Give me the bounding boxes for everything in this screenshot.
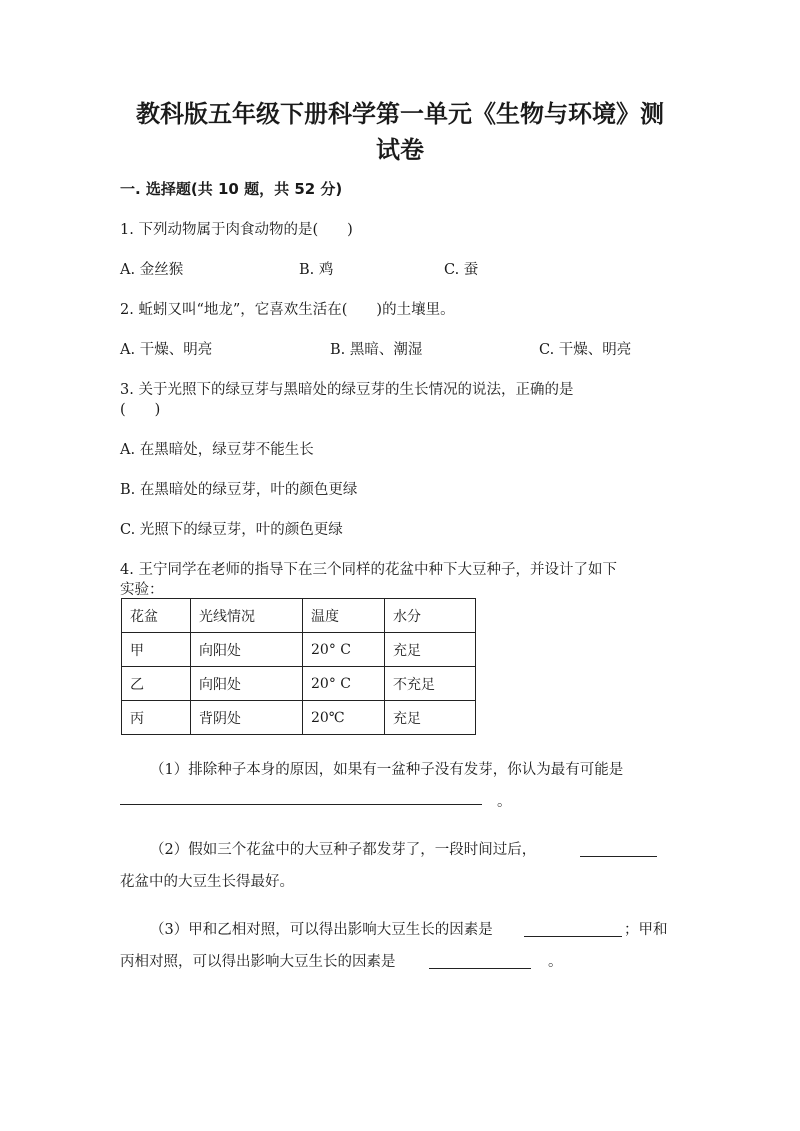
table-header-cell: 花盆 <box>122 599 191 633</box>
table-cell: 甲 <box>122 633 191 667</box>
question-2-option-c[interactable]: C. 干燥、明亮 <box>539 342 632 358</box>
question-3-option-a[interactable]: A. 在黑暗处，绿豆芽不能生长 <box>120 442 314 458</box>
title-line-1: 教科版五年级下册科学第一单元《生物与环境》测 <box>136 100 664 128</box>
answer-blank-3[interactable] <box>524 935 622 937</box>
sub-question-1-end: 。 <box>497 794 512 810</box>
sub-question-3-part-a: （3）甲和乙相对照，可以得出影响大豆生长的因素是 <box>150 922 493 938</box>
table-header-row <box>122 599 476 633</box>
title-line-2: 试卷 <box>376 136 424 164</box>
section-heading: 一. 选择题(共 10 题，共 52 分) <box>120 180 343 198</box>
question-3-option-c[interactable]: C. 光照下的绿豆芽，叶的颜色更绿 <box>120 522 343 538</box>
sub-question-2-part-a: （2）假如三个花盆中的大豆种子都发芽了，一段时间过后， <box>150 842 537 858</box>
question-2-option-b[interactable]: B. 黑暗、潮湿 <box>330 342 423 358</box>
question-4-stem-line-1: 4. 王宁同学在老师的指导下在三个同样的花盆中种下大豆种子，并设计了如下 <box>120 562 617 578</box>
sub-question-2-part-b: 花盆中的大豆生长得最好。 <box>120 874 294 890</box>
table-header-cell: 水分 <box>385 599 476 633</box>
question-3-stem-line-2: ( ) <box>120 402 161 418</box>
table-cell: 丙 <box>122 701 191 735</box>
table-cell: 充足 <box>385 633 476 667</box>
question-1-option-c[interactable]: C. 蚕 <box>444 262 479 278</box>
question-3-stem-line-1: 3. 关于光照下的绿豆芽与黑暗处的绿豆芽的生长情况的说法，正确的是 <box>120 382 574 398</box>
table-cell: 20° C <box>303 633 385 667</box>
question-1-option-a[interactable]: A. 金丝猴 <box>120 262 184 278</box>
sub-question-3-part-b: 丙相对照，可以得出影响大豆生长的因素是 <box>120 954 396 970</box>
page-title <box>0 96 800 168</box>
question-1-option-b[interactable]: B. 鸡 <box>299 262 334 278</box>
question-1-stem: 1. 下列动物属于肉食动物的是( ) <box>120 222 353 238</box>
question-2-stem: 2. 蚯蚓又叫“地龙”，它喜欢生活在( )的土壤里。 <box>120 302 455 318</box>
table-cell: 乙 <box>122 667 191 701</box>
sub-question-1: （1）排除种子本身的原因，如果有一盆种子没有发芽，你认为最有可能是 <box>150 762 624 778</box>
table-cell: 充足 <box>385 701 476 735</box>
table-cell: 背阴处 <box>191 701 303 735</box>
table-cell: 20° C <box>303 667 385 701</box>
table-cell: 不充足 <box>385 667 476 701</box>
table-header-cell: 温度 <box>303 599 385 633</box>
table-cell: 向阳处 <box>191 633 303 667</box>
question-3-option-b[interactable]: B. 在黑暗处的绿豆芽，叶的颜色更绿 <box>120 482 358 498</box>
table-row <box>122 667 476 701</box>
answer-blank-4[interactable] <box>429 967 531 969</box>
table-cell: 20℃ <box>303 701 385 735</box>
answer-blank-2[interactable] <box>580 855 657 857</box>
answer-blank-1[interactable] <box>120 803 482 805</box>
table-row <box>122 633 476 667</box>
sub-question-3-separator: ；甲和 <box>624 922 668 938</box>
sub-question-3-end: 。 <box>548 954 563 970</box>
table-cell: 向阳处 <box>191 667 303 701</box>
experiment-table <box>121 598 476 735</box>
table-header-cell: 光线情况 <box>191 599 303 633</box>
table-row <box>122 701 476 735</box>
question-4-stem-line-2: 实验： <box>120 582 164 598</box>
question-2-option-a[interactable]: A. 干燥、明亮 <box>120 342 213 358</box>
